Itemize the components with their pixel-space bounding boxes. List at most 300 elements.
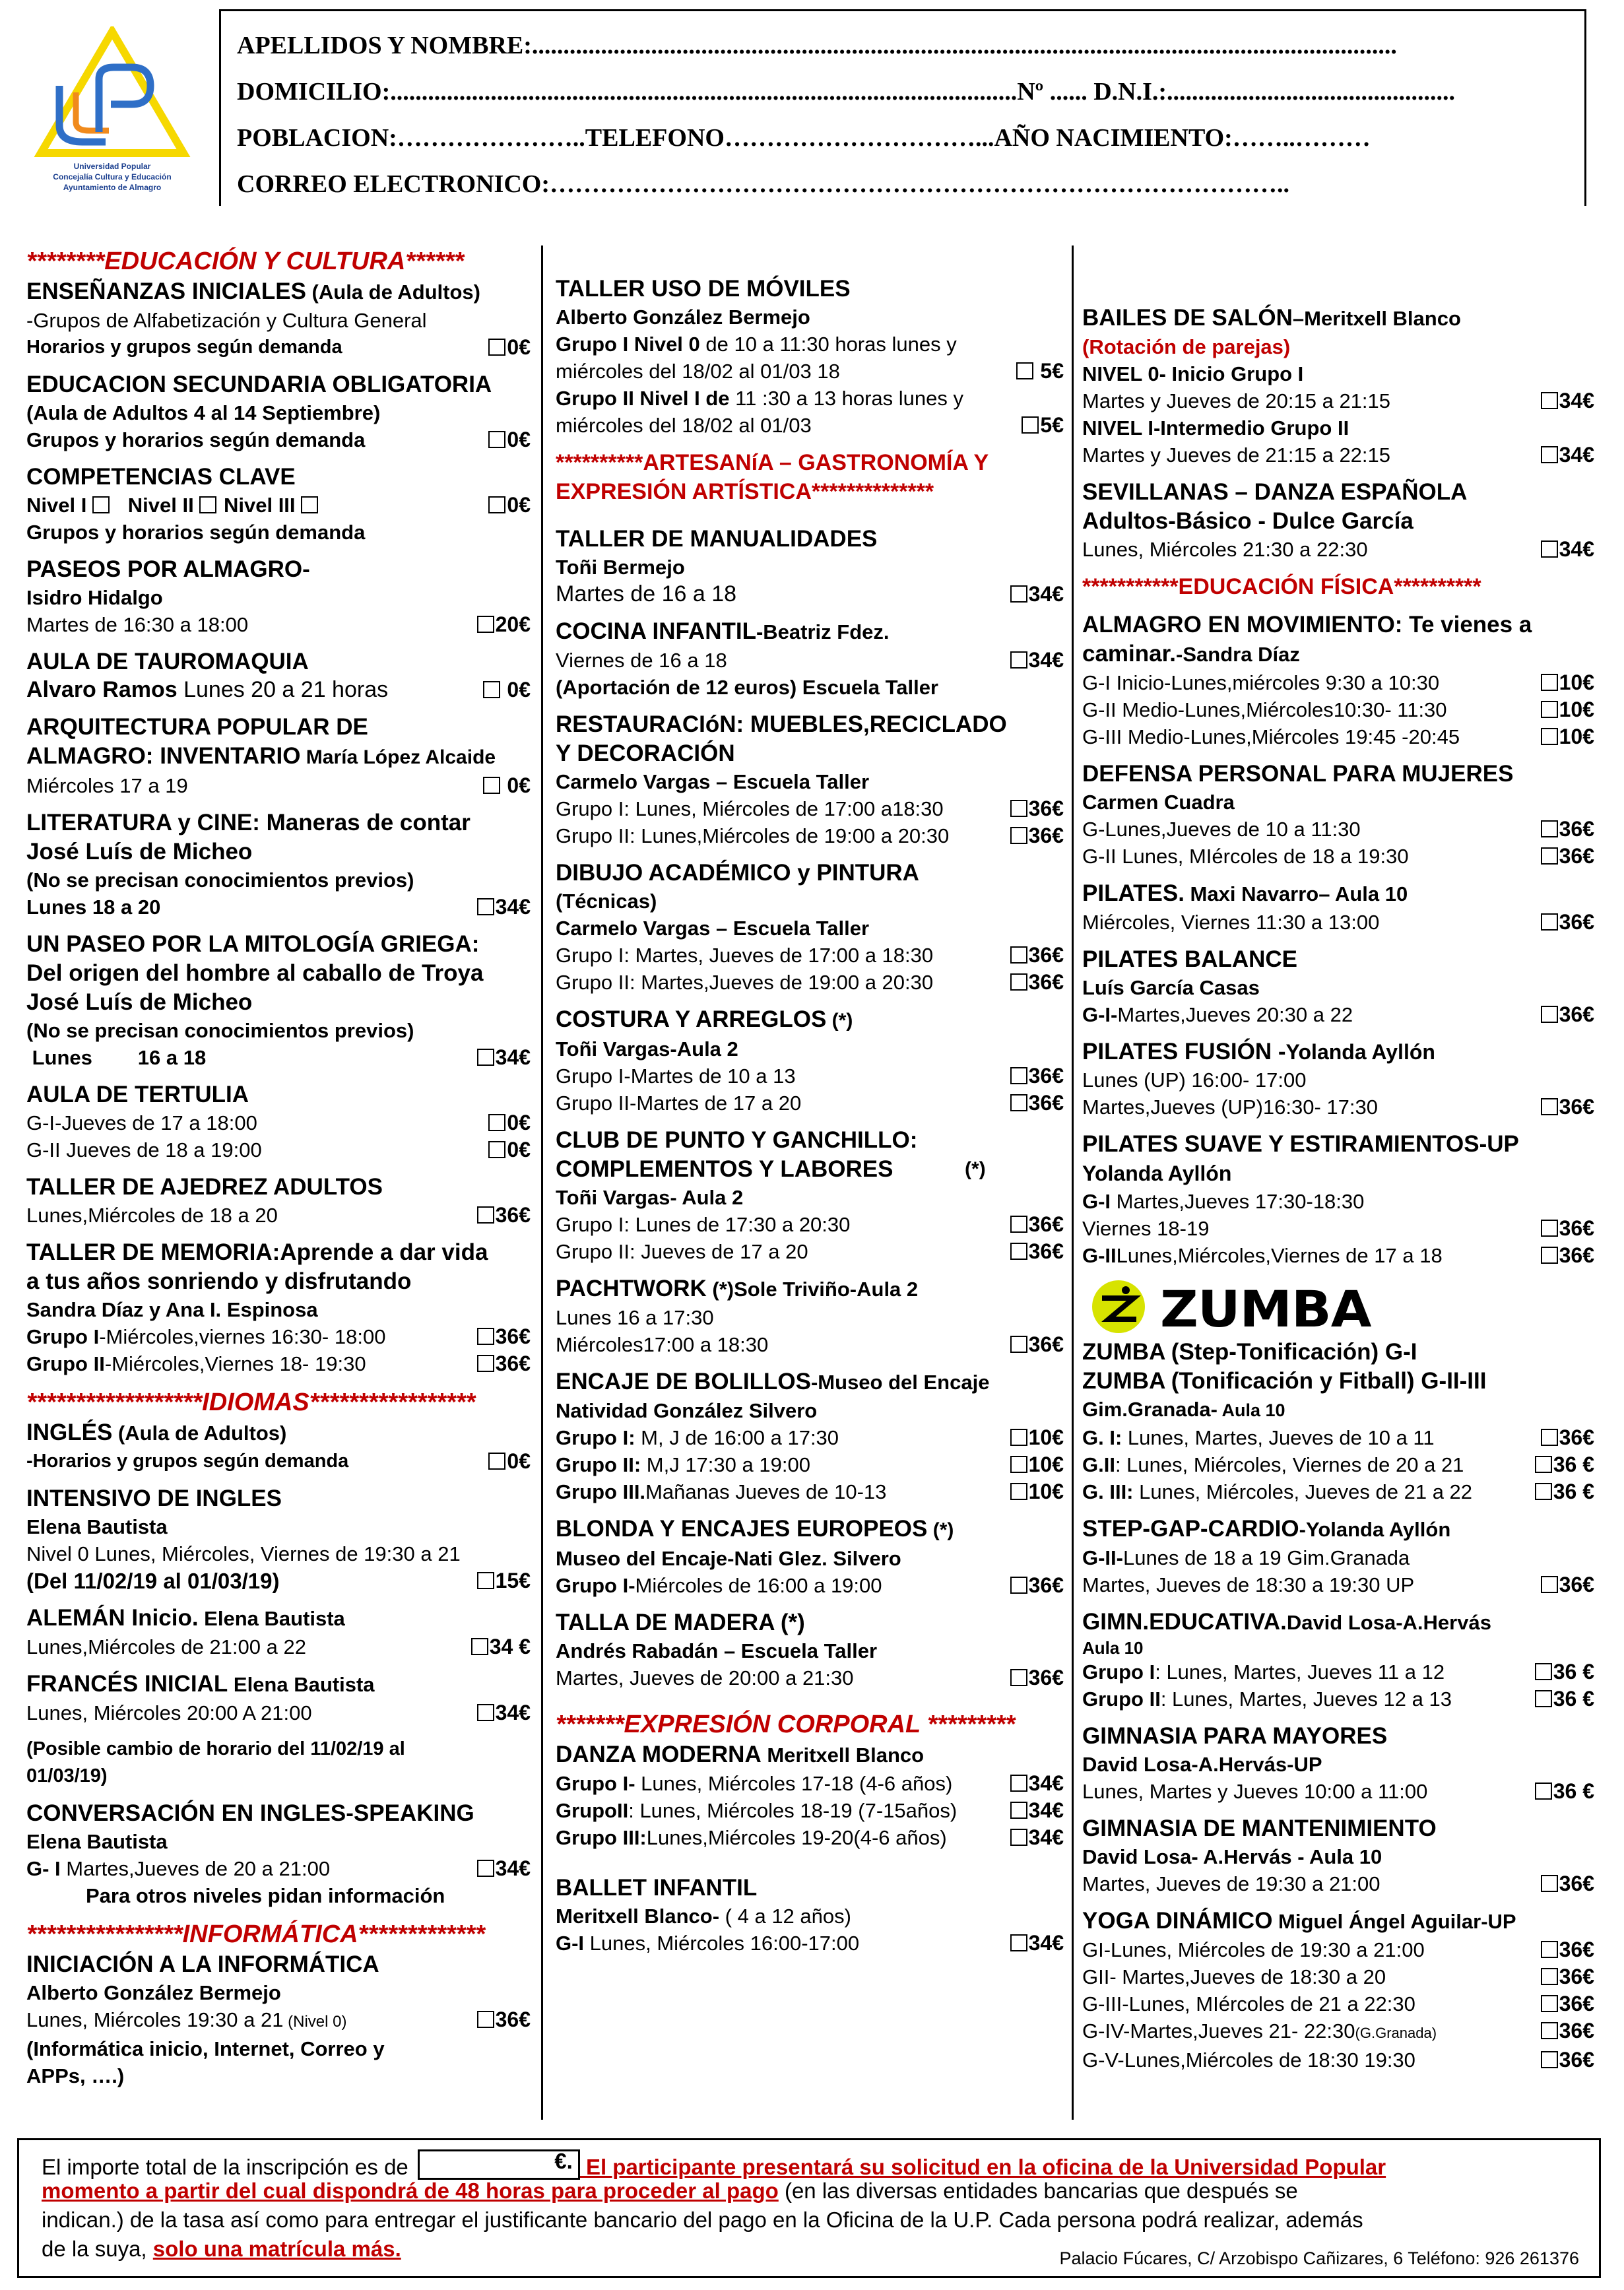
course-schedule: Miércoles17:00 a 18:30	[556, 1333, 769, 1356]
price: 36€	[495, 1203, 531, 1227]
checkbox-icon[interactable]	[1010, 800, 1027, 817]
course-defensa-personal	[1082, 760, 1597, 870]
checkbox-icon[interactable]	[477, 1355, 494, 1372]
price-checkbox[interactable]	[1535, 1478, 1594, 1505]
price-checkbox[interactable]	[477, 1567, 531, 1594]
checkbox-icon[interactable]	[1010, 946, 1027, 964]
course-teacher: Meritxell Blanco-	[556, 1905, 720, 1928]
price-checkbox[interactable]	[1010, 969, 1064, 996]
checkbox-icon[interactable]	[1541, 2051, 1558, 2068]
price-checkbox[interactable]	[471, 1633, 531, 1660]
course-teacher: José Luís de Micheo	[26, 839, 253, 865]
price-checkbox[interactable]	[477, 2006, 531, 2033]
course-detail: (Aula de Adultos 4 al 14 Septiembre)	[26, 401, 381, 424]
course-schedule: Lunes, Miércoles 20:00 A 21:00	[26, 1701, 312, 1724]
course-schedule: Lunes 16 a 18	[26, 1046, 207, 1069]
course-teacher: –Meritxell Blanco	[1292, 307, 1461, 330]
course-schedule: Grupos y horarios según demanda	[26, 521, 366, 544]
price-checkbox[interactable]	[483, 676, 531, 703]
course-pilates-suave	[1082, 1130, 1597, 1269]
price-checkbox[interactable]	[1541, 1001, 1594, 1028]
course-schedule: Lunes,Miércoles 19-20(4-6 años)	[646, 1826, 947, 1849]
group-label: GrupoII	[556, 1799, 629, 1822]
price-checkbox[interactable]	[477, 1855, 531, 1882]
notice-text: indican.) de la tasa así como para entregar el justificante bancario del pago en la Oficina de la U.P. Cada persona podrá realizar, además	[42, 2208, 1363, 2232]
checkbox-icon[interactable]	[1010, 973, 1027, 991]
course-detail: (Informática inicio, Internet, Correo y	[26, 2037, 385, 2060]
course-title: PACHTWORK	[556, 1276, 707, 1301]
course-ajedrez	[26, 1173, 533, 1229]
price-checkbox[interactable]	[488, 1448, 531, 1475]
checkbox-icon[interactable]	[1541, 913, 1558, 931]
price: 34€	[495, 895, 531, 919]
checkbox-icon[interactable]	[301, 496, 318, 513]
course-title: BAILES DE SALÓN	[1082, 305, 1293, 331]
checkbox-icon[interactable]	[488, 1453, 505, 1470]
course-teacher: Sandra Díaz y Ana I. Espinosa	[26, 1298, 318, 1321]
course-title: TALLER DE MANUALIDADES	[556, 526, 878, 552]
course-iniciacion-informatica	[26, 1950, 533, 2089]
price-checkbox[interactable]	[1010, 795, 1064, 822]
checkbox-icon[interactable]	[1010, 1456, 1027, 1473]
checkbox-icon[interactable]	[1535, 1783, 1552, 1800]
checkbox-icon[interactable]	[1010, 651, 1027, 669]
checkbox-icon[interactable]	[477, 898, 494, 915]
course-title: PILATES FUSIÓN -	[1082, 1039, 1286, 1064]
course-schedule: M, J de 16:00 a 17:30	[635, 1426, 839, 1449]
course-schedule: Horarios y grupos según demanda	[26, 337, 342, 358]
checkbox-icon[interactable]	[488, 496, 505, 513]
course-teacher: Alberto González Bermejo	[26, 1981, 281, 2004]
course-schedule: Lunes, Miércoles, Jueves de 21 a 22	[1133, 1480, 1473, 1503]
price: 0€	[507, 428, 531, 451]
city-phone-field[interactable]: POBLACION:…………………..TELEFONO…………………………...AÑO NACIMIENTO:……..………	[237, 124, 1371, 152]
checkbox-icon[interactable]	[1541, 820, 1558, 837]
course-schedule: Lunes,Miércoles de 18 a 20	[26, 1204, 278, 1227]
group-label: Grupo II Nivel I de	[556, 387, 730, 410]
price-checkbox[interactable]	[1541, 1963, 1594, 1990]
total-amount-field[interactable]	[418, 2149, 580, 2180]
level-option: Nivel I	[26, 494, 87, 517]
course-tauromaquia	[26, 647, 533, 703]
checkbox-icon[interactable]	[1541, 540, 1558, 558]
price-checkbox[interactable]	[1010, 581, 1064, 608]
checkbox-icon[interactable]	[1541, 2022, 1558, 2039]
checkbox-icon[interactable]	[488, 1114, 505, 1131]
checkbox-icon[interactable]	[1535, 1483, 1552, 1500]
checkbox-icon[interactable]	[1541, 728, 1558, 745]
price: 36 €	[1553, 1779, 1594, 1803]
checkbox-icon[interactable]	[488, 339, 505, 356]
price: 34€	[1559, 537, 1594, 561]
course-dibujo-pintura	[556, 859, 1066, 996]
course-schedule: Martes y Jueves de 21:15 a 22:15	[1082, 443, 1391, 467]
course-note: (Posible cambio de horario del 11/02/19 al	[26, 1738, 405, 1759]
checkbox-icon[interactable]	[1535, 1690, 1552, 1707]
category-heading: **********ARTESANíA – GASTRONOMÍA Y	[556, 450, 989, 475]
checkbox-icon[interactable]	[1010, 1429, 1027, 1446]
course-schedule: Mañanas Jueves de 10-13	[645, 1480, 887, 1503]
notice-highlight: solo una matrícula más.	[152, 2237, 401, 2261]
course-room: Aula 10	[1218, 1400, 1285, 1420]
checkbox-icon[interactable]	[1016, 362, 1033, 379]
checkbox-icon[interactable]	[1010, 1483, 1027, 1500]
price-checkbox[interactable]	[488, 426, 531, 453]
checkbox-icon[interactable]	[1541, 847, 1558, 865]
course-schedule: de 10 a 11:30 horas lunes y	[699, 333, 957, 356]
price-checkbox[interactable]	[1541, 536, 1594, 563]
course-schedule: Grupo I: Martes, Jueves de 17:00 a 18:30	[556, 944, 934, 967]
checkbox-icon[interactable]	[1541, 1247, 1558, 1264]
course-teacher: José Luís de Micheo	[26, 989, 253, 1015]
checkbox-icon[interactable]	[1010, 1094, 1027, 1111]
checkbox-icon[interactable]	[1535, 1456, 1552, 1473]
price-checkbox[interactable]	[1010, 1238, 1064, 1265]
checkbox-icon[interactable]	[199, 496, 216, 513]
price-checkbox[interactable]	[1535, 1778, 1594, 1805]
course-title: CONVERSACIÓN EN INGLES-SPEAKING	[26, 1800, 474, 1826]
course-schedule: Nivel 0 Lunes, Miércoles, Viernes de 19:30 a 21	[26, 1542, 461, 1565]
price: 36€	[1559, 1992, 1594, 2015]
course-detail: -Grupos de Alfabetización y Cultura General	[26, 309, 427, 332]
checkbox-icon[interactable]	[483, 777, 500, 794]
course-title: ALMAGRO EN MOVIMIENTO: Te vienes a	[1082, 612, 1532, 638]
price-checkbox[interactable]	[488, 1109, 531, 1136]
course-schedule: miércoles del 18/02 al 01/03	[556, 414, 812, 437]
course-aleman	[26, 1604, 533, 1660]
price-checkbox[interactable]	[477, 894, 531, 921]
course-schedule: Grupos y horarios según demanda	[26, 428, 366, 451]
checkbox-icon[interactable]	[1010, 1577, 1027, 1594]
checkbox-icon[interactable]	[1541, 1098, 1558, 1115]
price: 10€	[1559, 671, 1594, 694]
course-schedule: G-III-Lunes, MIércoles de 21 a 22:30	[1082, 1992, 1415, 2015]
course-title: COMPLEMENTOS Y LABORES	[556, 1156, 893, 1182]
course-title: SEVILLANAS – DANZA ESPAÑOLA	[1082, 479, 1468, 505]
checkbox-icon[interactable]	[1541, 1220, 1558, 1237]
checkbox-icon[interactable]	[1010, 1802, 1027, 1819]
course-schedule: : Lunes, Miércoles, Viernes de 20 a 21	[1115, 1453, 1464, 1476]
course-teacher: Carmelo Vargas – Escuela Taller	[556, 917, 870, 940]
price-checkbox[interactable]	[1010, 1930, 1064, 1957]
checkbox-icon[interactable]	[1541, 1941, 1558, 1958]
course-schedule: miércoles del 18/02 al 01/03 18	[556, 360, 840, 383]
course-level: (Nivel 0)	[283, 2013, 347, 2031]
course-note: 01/03/19)	[26, 1765, 108, 1786]
price-checkbox[interactable]	[1541, 1215, 1594, 1242]
course-note: (*)	[927, 1519, 954, 1541]
checkbox-icon[interactable]	[477, 1328, 494, 1345]
category-heading: *******EXPRESIÓN CORPORAL *********	[556, 1711, 1016, 1738]
checkbox-icon[interactable]	[1010, 1216, 1027, 1233]
course-teacher: Elena Bautista	[228, 1673, 375, 1696]
checkbox-icon[interactable]	[1541, 1429, 1558, 1446]
course-title: a tus años sonriendo y disfrutando	[26, 1268, 412, 1294]
course-yoga-dinamico	[1082, 1907, 1597, 2074]
checkbox-icon[interactable]	[1541, 674, 1558, 691]
course-cocina-infantil	[556, 617, 1066, 701]
checkbox-icon[interactable]	[477, 616, 494, 633]
notice-highlight: momento a partir del cual dispondrá de 48 horas para proceder al pago	[42, 2178, 779, 2203]
price-checkbox[interactable]	[1010, 1664, 1064, 1691]
price-checkbox[interactable]	[1010, 1211, 1064, 1238]
group-label: G-I	[556, 1932, 585, 1955]
course-schedule: Martes,Jueves de 20 a 21:00	[60, 1857, 331, 1880]
course-danza-moderna	[556, 1740, 1066, 1851]
name-field[interactable]: APELLIDOS Y NOMBRE:..........................................................................................................................................	[237, 32, 1397, 59]
course-schedule: Grupo II: Lunes,Miércoles de 19:00 a 20:30	[556, 824, 950, 847]
price-checkbox[interactable]	[1541, 669, 1594, 696]
price-checkbox[interactable]	[477, 1044, 531, 1071]
price-checkbox[interactable]	[1541, 816, 1594, 843]
price: 36€	[495, 2008, 531, 2031]
course-teacher: Alvaro Ramos	[26, 677, 178, 702]
price: 34€	[495, 1701, 531, 1724]
checkbox-icon[interactable]	[1541, 1576, 1558, 1593]
course-schedule: Viernes de 16 a 18	[556, 649, 727, 672]
checkbox-icon[interactable]	[488, 431, 505, 448]
price: 36 €	[1553, 1687, 1594, 1711]
price-checkbox[interactable]	[1010, 1824, 1064, 1851]
price-checkbox[interactable]	[1010, 647, 1064, 674]
checkbox-icon[interactable]	[477, 1206, 494, 1224]
course-gimnasia-mayores	[1082, 1722, 1597, 1805]
price-checkbox[interactable]	[1010, 1478, 1064, 1505]
price-checkbox[interactable]	[477, 1202, 531, 1229]
course-title: TALLER DE AJEDREZ ADULTOS	[26, 1174, 383, 1200]
checkbox-icon[interactable]	[1010, 827, 1027, 844]
price: 34€	[1028, 582, 1064, 606]
course-title: ENCAJE DE BOLILLOS	[556, 1369, 811, 1394]
price-checkbox[interactable]	[477, 1350, 531, 1377]
price-checkbox[interactable]	[1541, 1094, 1594, 1121]
checkbox-icon[interactable]	[1541, 1995, 1558, 2012]
price-checkbox[interactable]	[1010, 1797, 1064, 1824]
price: 10€	[1028, 1480, 1064, 1503]
email-field[interactable]: CORREO ELECTRONICO:……………………………………………………………………………..	[237, 170, 1289, 198]
level-option: Nivel II	[127, 494, 194, 517]
course-title: YOGA DINÁMICO	[1082, 1908, 1273, 1934]
checkbox-icon[interactable]	[1022, 416, 1039, 434]
course-title: STEP-GAP-CARDIO	[1082, 1516, 1299, 1542]
course-title: ZUMBA (Step-Tonificación) G-I	[1082, 1339, 1417, 1365]
course-title: TALLA DE MADERA (*)	[556, 1610, 805, 1635]
price: 36€	[1559, 1425, 1594, 1449]
price-checkbox[interactable]	[1010, 1063, 1064, 1090]
course-literatura-cine	[26, 808, 533, 921]
course-teacher: Adultos-Básico - Dulce García	[1082, 508, 1413, 534]
price-checkbox[interactable]	[1541, 843, 1594, 870]
address-field[interactable]: DOMICILIO:....................................................................................................Nº ...... D.N.I.:..............................................	[237, 78, 1456, 106]
checkbox-icon[interactable]	[1010, 1243, 1027, 1260]
checkbox-icon[interactable]	[471, 1638, 488, 1655]
group-label: Grupo I:	[556, 1426, 635, 1449]
checkbox-icon[interactable]	[1541, 446, 1558, 463]
price-checkbox[interactable]	[1010, 1424, 1064, 1451]
course-punto-ganchillo	[556, 1126, 1066, 1265]
checkbox-icon[interactable]	[1535, 1663, 1552, 1680]
course-schedule: Lunes, Miércoles 19:30 a 21	[26, 2008, 284, 2031]
price: 36€	[1559, 1965, 1594, 1988]
course-almagro-movimiento	[1082, 610, 1597, 750]
course-step-gap-cardio	[1082, 1515, 1597, 1598]
course-taller-memoria	[26, 1238, 533, 1377]
price-checkbox[interactable]	[1016, 358, 1064, 385]
checkbox-icon[interactable]	[1010, 1067, 1027, 1084]
checkbox-icon[interactable]	[488, 1141, 505, 1158]
price-checkbox[interactable]	[1010, 1572, 1064, 1599]
category-heading: ********EDUCACIÓN Y CULTURA******	[26, 247, 465, 275]
column-dance-physical	[1082, 304, 1597, 2083]
price-checkbox[interactable]	[1022, 412, 1064, 439]
price-checkbox[interactable]	[1535, 1658, 1594, 1685]
price-checkbox[interactable]	[1010, 942, 1064, 969]
course-title: COSTURA Y ARREGLOS	[556, 1006, 827, 1032]
course-title: GIMNASIA PARA MAYORES	[1082, 1723, 1388, 1749]
checkbox-icon[interactable]	[1010, 585, 1027, 603]
course-schedule: GII- Martes,Jueves de 18:30 a 20	[1082, 1965, 1386, 1988]
checkbox-icon[interactable]	[1541, 1968, 1558, 1985]
course-title: Y DECORACIÓN	[556, 740, 735, 766]
price: 34€	[1028, 1931, 1064, 1955]
course-note: Para otros niveles pidan información	[86, 1884, 445, 1907]
checkbox-icon[interactable]	[1541, 392, 1558, 409]
course-schedule: 11 :30 a 13 horas lunes y	[729, 387, 963, 410]
price: 36€	[1559, 1216, 1594, 1240]
checkbox-icon[interactable]	[1010, 1829, 1027, 1846]
price: 0€	[501, 678, 531, 702]
price: 36€	[1559, 1872, 1594, 1895]
course-schedule: Lunes, Martes y Jueves 10:00 a 11:00	[1082, 1780, 1428, 1803]
price-checkbox[interactable]	[1541, 2017, 1594, 2045]
price-checkbox[interactable]	[1541, 1870, 1594, 1897]
course-schedule: : Lunes, Martes, Jueves 11 a 12	[1155, 1660, 1445, 1684]
course-title: ALMAGRO: INVENTARIO	[26, 743, 301, 769]
course-schedule: -Miércoles,Viernes 18- 19:30	[104, 1352, 366, 1375]
checkbox-icon[interactable]	[1541, 1006, 1558, 1023]
course-teacher: -Yolanda Ayllón	[1299, 1518, 1451, 1541]
price-checkbox[interactable]	[1010, 1770, 1064, 1797]
price-checkbox[interactable]	[477, 611, 531, 638]
price-checkbox[interactable]	[477, 1323, 531, 1350]
price-checkbox[interactable]	[1541, 1424, 1594, 1451]
group-label: Grupo I Nivel 0	[556, 333, 700, 356]
price-checkbox[interactable]	[488, 492, 531, 519]
course-teacher: Toñi Vargas-Aula 2	[556, 1037, 738, 1061]
price-checkbox[interactable]	[1541, 909, 1594, 936]
course-encaje-bolillos	[556, 1367, 1066, 1505]
price-checkbox[interactable]	[488, 1136, 531, 1163]
price-checkbox[interactable]	[1541, 696, 1594, 723]
checkbox-icon[interactable]	[477, 1049, 494, 1066]
checkbox-icon[interactable]	[1541, 1875, 1558, 1892]
checkbox-icon[interactable]	[477, 1572, 494, 1589]
price-checkbox[interactable]	[1541, 387, 1594, 414]
price: 34€	[495, 1045, 531, 1069]
price-checkbox[interactable]	[1535, 1685, 1594, 1713]
course-title: Del origen del hombre al caballo de Troya	[26, 960, 484, 986]
price-checkbox[interactable]	[1010, 1090, 1064, 1117]
price-checkbox[interactable]	[1541, 442, 1594, 469]
course-teacher: Elena Bautista	[26, 1830, 168, 1853]
checkbox-icon[interactable]	[483, 681, 500, 698]
footer-notice	[17, 2138, 1601, 2278]
group-label: Grupo III:	[556, 1826, 647, 1849]
checkbox-icon[interactable]	[92, 496, 110, 513]
course-schedule: Lunes de 18 a 19 Gim.Granada	[1123, 1546, 1410, 1569]
price: 36€	[1028, 1666, 1064, 1689]
price: 0€	[507, 1111, 531, 1134]
checkbox-icon[interactable]	[477, 1860, 494, 1877]
logo-line-3: Ayuntamiento de Almagro	[63, 183, 162, 192]
course-pilates	[1082, 879, 1597, 936]
group-label: Grupo II	[1082, 1687, 1161, 1711]
price: 36€	[1028, 797, 1064, 820]
price-checkbox[interactable]	[1541, 1936, 1594, 1963]
course-schedule: Martes,Jueves (UP)16:30- 17:30	[1082, 1096, 1378, 1119]
checkbox-icon[interactable]	[1010, 1336, 1027, 1353]
checkbox-icon[interactable]	[1541, 701, 1558, 718]
course-restauracion	[556, 710, 1066, 849]
course-teacher: Toñi Vargas- Aula 2	[556, 1186, 744, 1209]
course-title: INICIACIÓN A LA INFORMÁTICA	[26, 1951, 379, 1977]
notice-highlight: El participante presentará su solicitud en la oficina de la Universidad Popular	[579, 2155, 1386, 2179]
price-checkbox[interactable]	[477, 1699, 531, 1726]
checkbox-icon[interactable]	[477, 2011, 494, 2028]
course-schedule: Martes,Jueves 20:30 a 22	[1117, 1003, 1353, 1026]
course-schedule: G-II Lunes, MIércoles de 18 a 19:30	[1082, 845, 1409, 868]
checkbox-icon[interactable]	[477, 1704, 494, 1721]
office-address: Palacio Fúcares, C/ Arzobispo Cañizares, 6 Teléfono: 926 261376	[1059, 2248, 1579, 2268]
price-checkbox[interactable]	[1541, 1571, 1594, 1598]
zumba-wordmark: ZUMBA	[1160, 1280, 1371, 1338]
price-checkbox[interactable]	[1010, 822, 1064, 849]
course-teacher: Carmelo Vargas – Escuela Taller	[556, 770, 870, 793]
checkbox-icon[interactable]	[1010, 1669, 1027, 1686]
price: 34€	[1559, 389, 1594, 412]
column-education-languages	[26, 245, 533, 2099]
price: 36€	[1559, 844, 1594, 868]
price-checkbox[interactable]	[1010, 1331, 1064, 1358]
course-bailes-salon	[1082, 304, 1597, 469]
price-checkbox[interactable]	[483, 772, 531, 799]
course-schedule: Grupo I: Lunes de 17:30 a 20:30	[556, 1213, 851, 1236]
price-checkbox[interactable]	[1541, 2046, 1594, 2074]
price-checkbox[interactable]	[1541, 1242, 1594, 1269]
course-paseos-almagro	[26, 555, 533, 638]
course-title: INTENSIVO DE INGLES	[26, 1486, 282, 1511]
group-label: Grupo I	[1082, 1660, 1155, 1684]
notice-text: (en las diversas entidades bancarias que después se	[778, 2178, 1298, 2203]
level-label: NIVEL 0- Inicio Grupo I	[1082, 362, 1304, 385]
checkbox-icon[interactable]	[1010, 1775, 1027, 1792]
course-competencias-clave	[26, 463, 533, 546]
price-checkbox[interactable]	[1010, 1451, 1064, 1478]
checkbox-icon[interactable]	[1010, 1934, 1027, 1951]
course-room: Aula 10	[1082, 1638, 1144, 1658]
course-schedule: Lunes,Miércoles de 21:00 a 22	[26, 1635, 306, 1658]
course-schedule: Viernes 18-19	[1082, 1217, 1210, 1240]
course-zumba	[1082, 1338, 1597, 1505]
course-title: TALLER USO DE MÓVILES	[556, 276, 851, 302]
price-checkbox[interactable]	[1535, 1451, 1594, 1478]
price-checkbox[interactable]	[1541, 723, 1594, 750]
price: 5€	[1034, 359, 1064, 383]
course-mitologia-griega	[26, 930, 533, 1071]
price-checkbox[interactable]	[1541, 1990, 1594, 2017]
price-checkbox[interactable]	[488, 334, 531, 361]
price: 36€	[1559, 1002, 1594, 1026]
